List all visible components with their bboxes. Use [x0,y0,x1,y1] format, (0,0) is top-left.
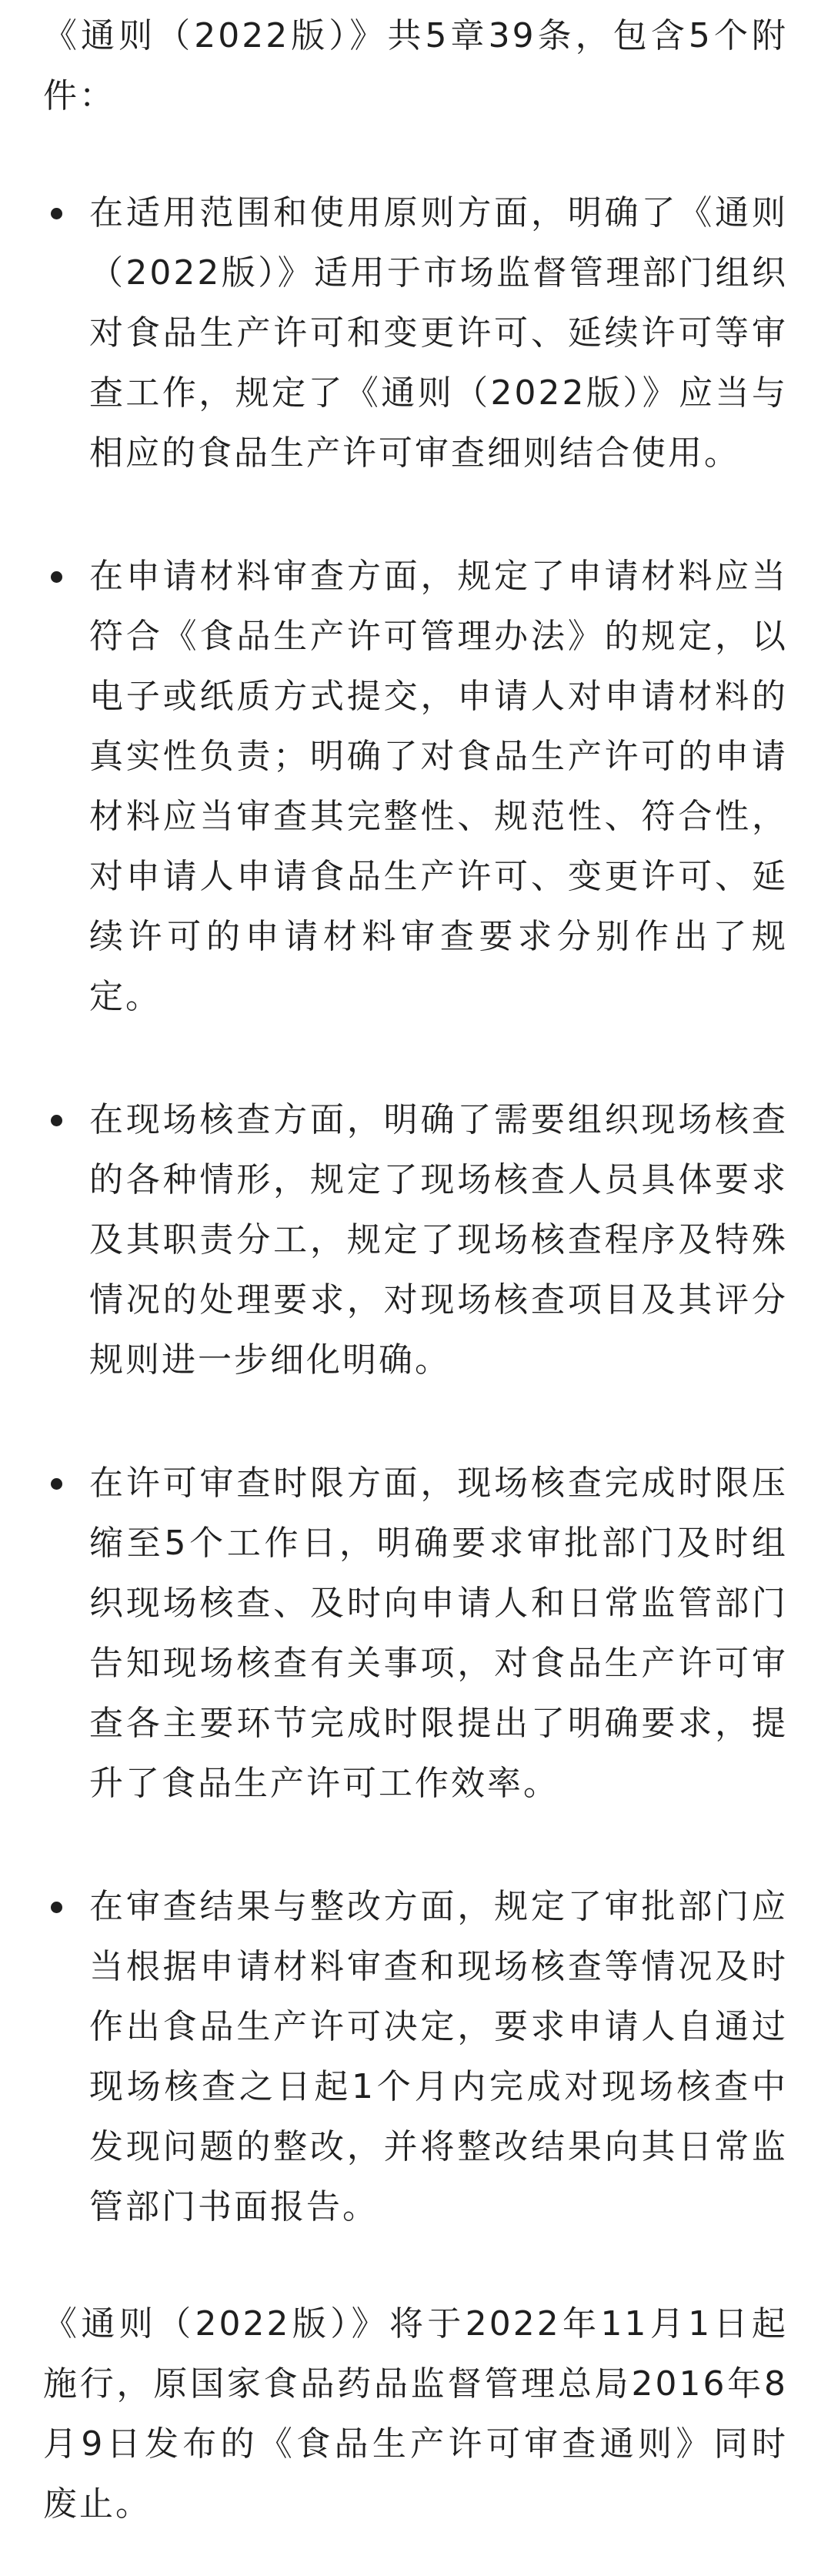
spacer [43,1027,788,1090]
list-item [43,1090,788,1390]
bullet-icon [51,571,62,583]
list-item-text: 在现场核查方面，明确了需要组织现场核查的各种情形，规定了现场核查人员具体要求及其职责分工，规定了现场核查程序及特殊情况的处理要求，对现场核查项目及其评分规则进一步细化明确。 [89,1100,788,1380]
provision-list [43,183,788,2237]
bullet-icon [51,1902,62,1913]
spacer [43,1390,788,1454]
list-item-text: 在适用范围和使用原则方面，明确了《通则（2022版）》适用于市场监督管理部门组织对食品生产许可和变更许可、延续许可等审查工作，规定了《通则（2022版）》应当与相应的食品生产许可审查细则结合使用。 [89,193,788,473]
list-item [43,1454,788,1814]
bullet-icon [51,1115,62,1126]
intro-paragraph: 《通则（2022版）》共5章39条，包含5个附件： [43,16,788,115]
spacer [43,483,788,547]
list-item [43,547,788,1027]
list-item-text: 在申请材料审查方面，规定了申请材料应当符合《食品生产许可管理办法》的规定，以电子或纸质方式提交，申请人对申请材料的真实性负责；明确了对食品生产许可的申请材料应当审查其完整性、规范性、符合性，对申请人申请食品生产许可、变更许可、延续许可的申请材料审查要求分别作出了规定。 [89,557,788,1016]
list-item-text: 在许可审查时限方面，现场核查完成时限压缩至5个工作日，明确要求审批部门及时组织现场核查、及时向申请人和日常监管部门告知现场核查有关事项，对食品生产许可审查各主要环节完成时限提出了明确要求，提升了食品生产许可工作效率。 [89,1464,788,1803]
list-item [43,183,788,483]
spacer [43,2237,788,2294]
closing-paragraph: 《通则（2022版）》将于2022年11月1日起施行，原国家食品药品监督管理总局2016年8月9日发布的《食品生产许可审查通则》同时废止。 [43,2304,788,2524]
bullet-icon [51,208,62,219]
list-item-text: 在审查结果与整改方面，规定了审批部门应当根据申请材料审查和现场核查等情况及时作出食品生产许可决定，要求申请人自通过现场核查之日起1个月内完成对现场核查中发现问题的整改，并将整改结果向其日常监管部门书面报告。 [89,1887,788,2226]
bullet-icon [51,1478,62,1490]
spacer [43,126,788,183]
list-item [43,1877,788,2237]
spacer [43,1814,788,1877]
